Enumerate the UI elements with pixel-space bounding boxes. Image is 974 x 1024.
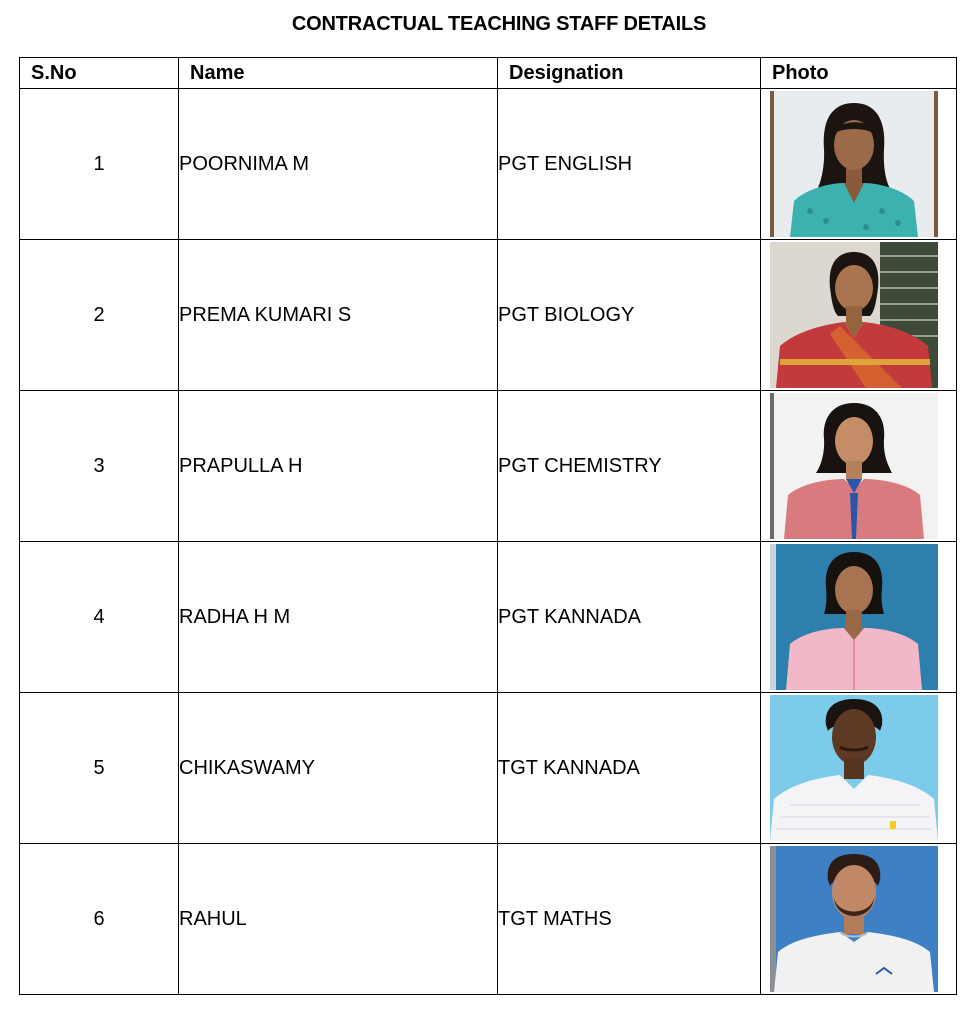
cell-designation: PGT KANNADA xyxy=(498,542,761,693)
cell-name: RADHA H M xyxy=(179,542,498,693)
cell-designation: PGT ENGLISH xyxy=(498,89,761,240)
cell-name: CHIKASWAMY xyxy=(179,693,498,844)
cell-sno: 1 xyxy=(20,89,179,240)
cell-designation: PGT BIOLOGY xyxy=(498,240,761,391)
cell-name: PRAPULLA H xyxy=(179,391,498,542)
staff-table xyxy=(19,57,957,995)
staff-photo xyxy=(770,846,938,992)
cell-sno: 3 xyxy=(20,391,179,542)
cell-photo xyxy=(761,542,957,693)
table-row xyxy=(20,844,957,995)
staff-photo xyxy=(770,695,938,841)
table-row xyxy=(20,542,957,693)
staff-photo xyxy=(770,242,938,388)
cell-name: PREMA KUMARI S xyxy=(179,240,498,391)
header-sno: S.No xyxy=(20,58,179,89)
cell-sno: 2 xyxy=(20,240,179,391)
table-row xyxy=(20,89,957,240)
table-row xyxy=(20,240,957,391)
cell-sno: 6 xyxy=(20,844,179,995)
cell-name: POORNIMA M xyxy=(179,89,498,240)
cell-designation: PGT CHEMISTRY xyxy=(498,391,761,542)
cell-photo xyxy=(761,844,957,995)
cell-photo xyxy=(761,89,957,240)
cell-designation: TGT MATHS xyxy=(498,844,761,995)
cell-sno: 4 xyxy=(20,542,179,693)
cell-designation: TGT KANNADA xyxy=(498,693,761,844)
cell-photo xyxy=(761,391,957,542)
cell-name: RAHUL xyxy=(179,844,498,995)
header-designation: Designation xyxy=(498,58,761,89)
staff-photo xyxy=(770,393,938,539)
table-row xyxy=(20,693,957,844)
table-row xyxy=(20,391,957,542)
staff-photo xyxy=(770,91,938,237)
cell-photo xyxy=(761,693,957,844)
page-title: CONTRACTUAL TEACHING STAFF DETAILS xyxy=(291,13,707,35)
table-header-row xyxy=(20,58,957,89)
cell-photo xyxy=(761,240,957,391)
cell-sno: 5 xyxy=(20,693,179,844)
staff-photo xyxy=(770,544,938,690)
header-name: Name xyxy=(179,58,498,89)
header-photo: Photo xyxy=(761,58,957,89)
